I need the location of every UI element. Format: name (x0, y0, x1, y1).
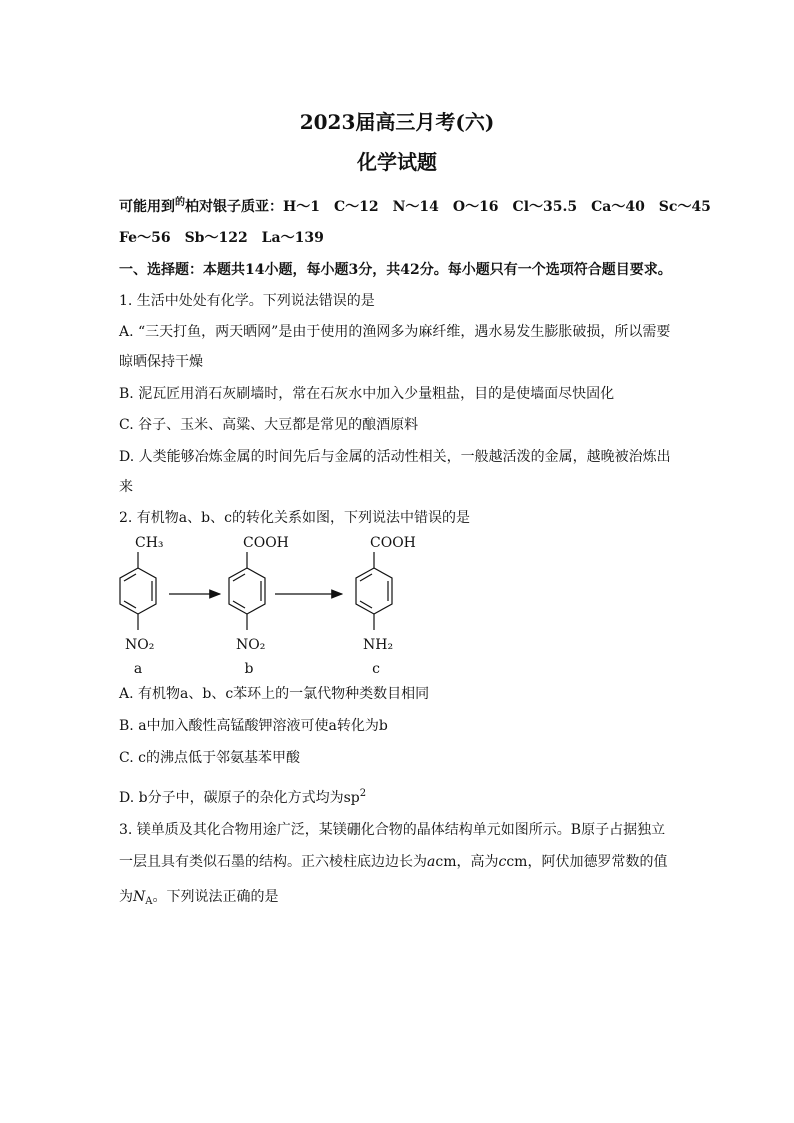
q3-var-n-sub: A (145, 896, 153, 907)
q3-var-c: c (498, 854, 507, 870)
q1-option-b: B. 泥瓦匠用消石灰刷墙时，常在石灰水中加入少量粗盐，目的是使墙面尽快固化 (119, 386, 615, 402)
reaction-scheme (105, 528, 435, 678)
section-heading: 一、选择题：本题共14小题，每小题3分，共42分。每小题只有一个选项符合题目要求。 (119, 262, 672, 278)
q1-option-a: A. “三天打鱼，两天晒网”是由于使用的渔网多为麻纤维，遇水易发生膨胀破损，所以需要 (119, 324, 671, 340)
masses-label-sup: 的 (175, 197, 185, 208)
q3-line-2-c: cm，阿伏加德罗常数的值 (506, 854, 668, 870)
q3-line-3 (119, 887, 278, 912)
q2-stem: 2. 有机物a、b、c的转化关系如图，下列说法中错误的是 (119, 510, 470, 526)
masses-label-a: 可能用到 (119, 199, 175, 215)
molecule-a-top-group: CH₃ (135, 535, 164, 551)
q3-line-2-b: cm，高为 (435, 854, 499, 870)
atomic-masses-line-2: Fe～56 Sb～122 La～139 (119, 230, 324, 246)
molecule-c-label: c (372, 661, 380, 677)
masses-values-1: H～1 C～12 N～14 O～16 Cl～35.5 Ca～40 Sc～45 (283, 199, 711, 215)
q3-line-1: 3. 镁单质及其化合物用途广泛，某镁硼化合物的晶体结构单元如图所示。B原子占据独立 (119, 822, 666, 838)
q1-option-d: D. 人类能够冶炼金属的时间先后与金属的活动性相关，一般越活泼的金属，越晚被治炼出 (119, 449, 671, 465)
q3-var-n: N (133, 889, 146, 905)
molecule-b-label: b (244, 661, 254, 677)
q3-line-2-a: 一层且具有类似石墨的结构。正六棱柱底边边长为 (119, 854, 427, 870)
exam-subtitle: 化学试题 (357, 150, 437, 174)
molecule-b-bottom-group: NO₂ (236, 637, 266, 653)
q1-option-d-cont: 来 (119, 479, 133, 495)
q2-option-b: B. a中加入酸性高锰酸钾溶液可使a转化为b (119, 718, 388, 734)
q2-option-c: C. c的沸点低于邻氨基苯甲酸 (119, 750, 300, 766)
molecule-a-bottom-group: NO₂ (125, 637, 155, 653)
masses-label-b: 柏对银子质亚： (185, 199, 283, 215)
q2-option-d-text: D. b分子中，碳原子的杂化方式均为sp (119, 790, 360, 806)
q2-option-a: A. 有机物a、b、c苯环上的一氯代物种类数目相同 (119, 686, 430, 702)
molecule-b-top-group: COOH (243, 535, 289, 551)
q3-line-2 (119, 852, 667, 872)
q3-var-a: a (427, 854, 436, 870)
molecule-a (120, 535, 164, 677)
molecule-a-label: a (133, 661, 143, 677)
q3-line-3-a: 为 (119, 889, 133, 905)
q1-option-a-cont: 晾晒保持干燥 (119, 354, 203, 370)
q2-option-d (119, 784, 366, 808)
atomic-masses-line-1 (119, 193, 711, 217)
q1-option-c: C. 谷子、玉米、高粱、大豆都是常见的酿酒原料 (119, 417, 419, 433)
q3-line-3-b: 。下列说法正确的是 (152, 889, 279, 905)
q2-option-d-sup: 2 (359, 788, 367, 799)
molecule-b (229, 535, 289, 677)
molecule-c (356, 535, 416, 677)
exam-title: 2023届高三月考(六) (299, 110, 495, 134)
molecule-c-top-group: COOH (370, 535, 416, 551)
molecule-c-bottom-group: NH₂ (363, 637, 394, 653)
q1-stem: 1. 生活中处处有化学。下列说法错误的是 (119, 293, 375, 309)
